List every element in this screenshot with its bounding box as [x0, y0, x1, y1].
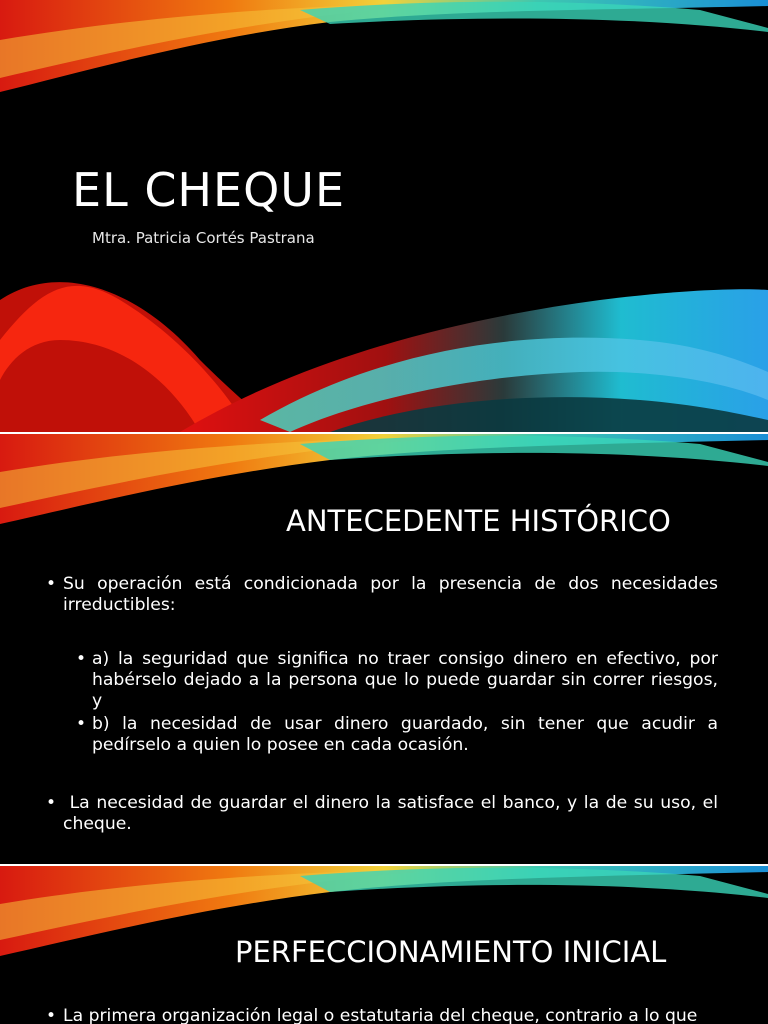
bullet-text: La necesidad de guardar el dinero la satisface el banco, y la de su uso, el cheque. [63, 793, 724, 834]
slide-title: EL CHEQUE [72, 163, 346, 217]
sub-bullet-text: b) la necesidad de usar dinero guardado, sin tener que acudir a pedírselo a quien lo posee en cada ocasión. [92, 714, 718, 755]
bullet-text: La primera organización legal o estatutaria del cheque, contrario a lo que [63, 1006, 698, 1024]
content-slide-perfeccionamiento [0, 866, 768, 1024]
bullet-dot-icon: • [76, 649, 87, 669]
bullet-dot-icon: • [46, 793, 57, 813]
content-slide-antecedente [0, 434, 768, 864]
bullet-dot-icon: • [46, 574, 57, 594]
bullet-dot-icon: • [76, 714, 87, 734]
bullet-text: Su operación está condicionada por la presencia de dos necesidades irreductibles: [63, 574, 718, 615]
bullet-dot-icon: • [46, 1006, 57, 1024]
sub-bullet-text: a) la seguridad que significa no traer consigo dinero en efectivo, por habérselo dejado a la persona que lo puede guardar sin correr riesgos, y [92, 649, 718, 711]
slide-title: PERFECCIONAMIENTO INICIAL [235, 935, 667, 969]
slide-subtitle: Mtra. Patricia Cortés Pastrana [92, 229, 315, 247]
title-slide [0, 0, 768, 432]
slide-title: ANTECEDENTE HISTÓRICO [286, 504, 671, 538]
